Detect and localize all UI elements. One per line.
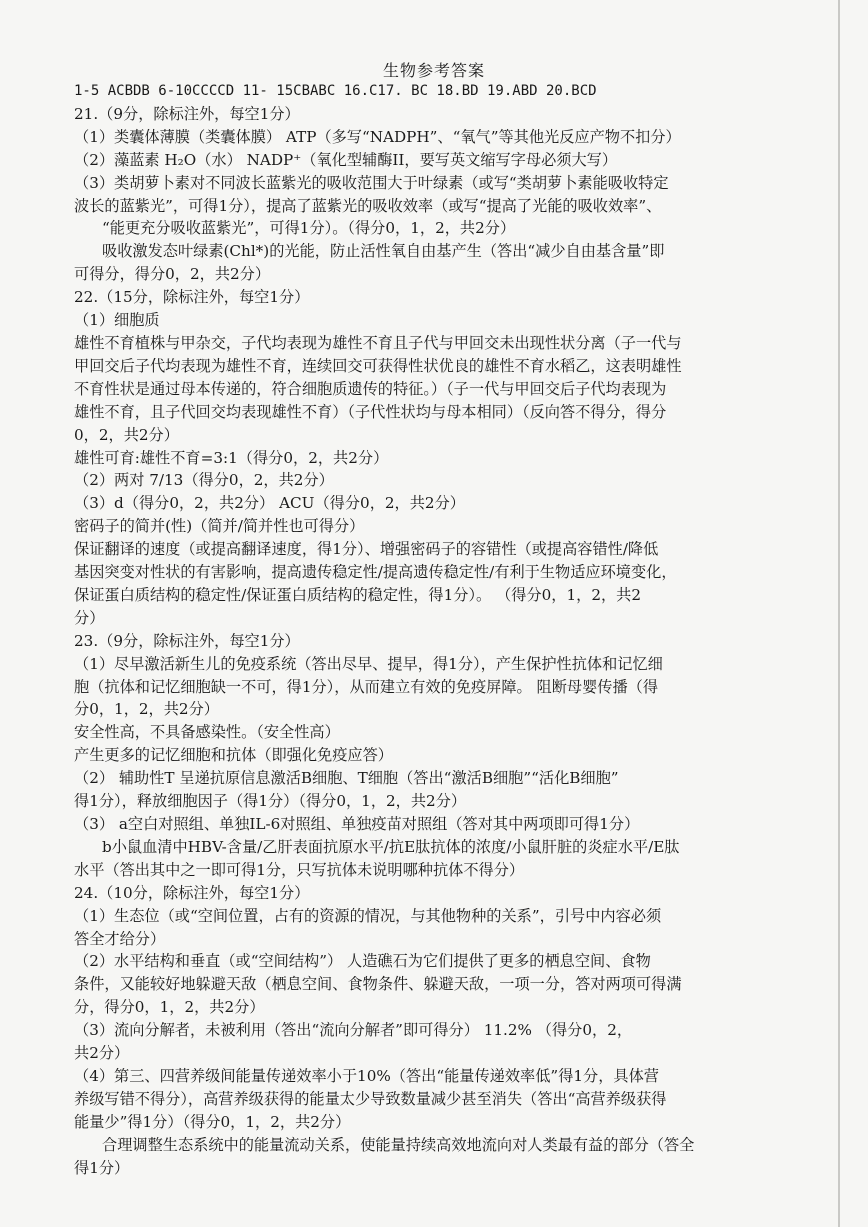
answer-line: （1）尽早激活新生儿的免疫系统（答出尽早、提早，得1分），产生保护性抗体和记忆细 — [74, 654, 663, 673]
answer-line: 甲回交后子代均表现为雄性不育，连续回交可获得性状优良的雄性不育水稻乙，这表明雄性 — [74, 356, 682, 375]
answer-line: 雄性可育:雄性不育=3:1（得分0，2，共2分） — [74, 448, 389, 467]
answer-line: 分） — [74, 608, 105, 627]
answer-line: 雄性不育，且子代回交均表现雄性不育）（子代性状均与母本相同）（反向答不得分，得分 — [74, 402, 667, 421]
answer-line: 23.（9分，除标注外，每空1分） — [74, 631, 300, 650]
answer-line: （3） a空白对照组、单独IL-6对照组、单独疫苗对照组（答对其中两项即可得1分） — [74, 815, 640, 833]
answer-line: 产生更多的记忆细胞和抗体（即强化免疫应答） — [74, 746, 393, 765]
answer-line: （1）类囊体薄膜（类囊体膜） ATP（多写“NADPH”、“氧气”等其他光反应产物不扣分） — [74, 127, 681, 146]
answer-line: 分0，1，2，共2分） — [74, 700, 219, 719]
answer-line: “能更充分吸收蓝紫光”，可得1分）。（得分0，1，2，共2分） — [102, 219, 516, 238]
answer-line: （1）细胞质 — [74, 311, 160, 330]
answer-line: 共2分） — [74, 1044, 130, 1063]
page-title: 生物参考答案 — [382, 61, 485, 80]
answer-line: 保证翻译的速度（或提高翻译速度，得1分）、增强密码子的容错性（或提高容错性/降低 — [74, 540, 659, 559]
answer-line: （3）流向分解者，未被利用（答出“流向分解者”即可得分） 11.2% （得分0，2， — [74, 1021, 633, 1040]
answer-line: 雄性不育植株与甲杂交，子代均表现为雄性不育且子代与甲回交未出现性状分离（子一代与 — [74, 333, 682, 352]
answer-line: （1）生态位（或“空间位置，占有的资源的情况，与其他物种的关系”，引号中内容必须 — [74, 906, 662, 925]
answer-line: （2）两对 7/13（得分0，2，共2分） — [74, 471, 334, 490]
answer-line: 分，得分0，1，2，共2分） — [74, 998, 265, 1017]
answer-line: 密码子的简并(性)（简并/简并性也可得分） — [74, 517, 365, 536]
answer-line: （3）类胡萝卜素对不同波长蓝紫光的吸收范围大于叶绿素（或写“类胡萝卜素能吸收特定 — [74, 173, 669, 192]
answer-line: 21.（9分，除标注外，每空1分） — [74, 104, 300, 123]
answer-line: 胞（抗体和记忆细胞缺一不可，得1分），从而建立有效的免疫屏障。 阻断母婴传播（得 — [74, 677, 659, 696]
answer-line: 吸收激发态叶绿素(Chl*)的光能，防止活性氧自由基产生（答出“减少自由基含量”即 — [102, 242, 665, 261]
answer-line: （3）d（得分0，2，共2分） ACU（得分0，2，共2分） — [74, 494, 465, 513]
answer-line: （2）水平结构和垂直（或“空间结构”） 人造礁石为它们提供了更多的栖息空间、食物 — [74, 952, 651, 971]
answer-line: 波长的蓝紫光”，可得1分），提高了蓝紫光的吸收效率（或写“提高了光能的吸收效率”、 — [74, 196, 662, 215]
answer-line: 可得分，得分0，2，共2分） — [74, 265, 271, 284]
answer-line: 答全才给分） — [74, 929, 166, 948]
answer-line: （2） 辅助性T 呈递抗原信息激活B细胞、T细胞（答出“激活B细胞”“活化B细胞” — [74, 769, 619, 788]
answer-line: 22.（15分，除标注外，每空1分） — [74, 288, 310, 307]
answer-line: （2）藻蓝素 H₂O（水） NADP⁺（氧化型辅酶II，要写英文缩写字母必须大写） — [74, 150, 618, 169]
answer-line: 合理调整生态系统中的能量流动关系，使能量持续高效地流向对人类最有益的部分（答全 — [102, 1135, 695, 1154]
answer-line: 基因突变对性状的有害影响，提高遗传稳定性/提高遗传稳定性/有利于生物适应环境变化， — [74, 563, 677, 582]
answer-line-choice-key: 1-5 ACBDB 6-10CCCCD 11- 15CBABC 16.C17. BC 18.BD 19.ABD 20.BCD — [74, 83, 597, 99]
answer-line: 得1分） — [74, 1158, 130, 1177]
answer-line: 条件，又能较好地躲避天敌（栖息空间、食物条件、躲避天敌，一项一分，答对两项可得满 — [74, 975, 682, 994]
answer-line: （4）第三、四营养级间能量传递效率小于10%（答出“能量传递效率低”得1分，具体营 — [74, 1066, 659, 1085]
answer-line: 不育性状是通过母本传递的，符合细胞质遗传的特征。）（子一代与甲回交后子代均表现为 — [74, 379, 667, 398]
answer-line: 能量少”得1分）（得分0，1，2，共2分） — [74, 1112, 351, 1131]
answer-line: b小鼠血清中HBV-含量/乙肝表面抗原水平/抗E肽抗体的浓度/小鼠肝脏的炎症水平/E肽 — [102, 837, 680, 856]
answer-line: 0，2，共2分） — [74, 425, 179, 444]
answer-line: 安全性高，不具备感染性。（安全性高） — [74, 723, 340, 742]
answer-line: 24.（10分，除标注外，每空1分） — [74, 883, 310, 902]
answer-content — [74, 80, 834, 1180]
answer-line: 得1分），释放细胞因子（得1分）（得分0，1，2，共2分） — [74, 792, 467, 811]
answer-line: 养级写错不得分），高营养级获得的能量太少导致数量减少甚至消失（答出“高营养级获得 — [74, 1089, 667, 1108]
answer-line: 保证蛋白质结构的稳定性/保证蛋白质结构的稳定性，得1分）。 （得分0，1，2，共2 — [74, 585, 642, 604]
answer-line: 水平（答出其中之一即可得1分，只写抗体未说明哪种抗体不得分） — [74, 860, 525, 879]
scan-edge-line — [838, 0, 840, 1227]
